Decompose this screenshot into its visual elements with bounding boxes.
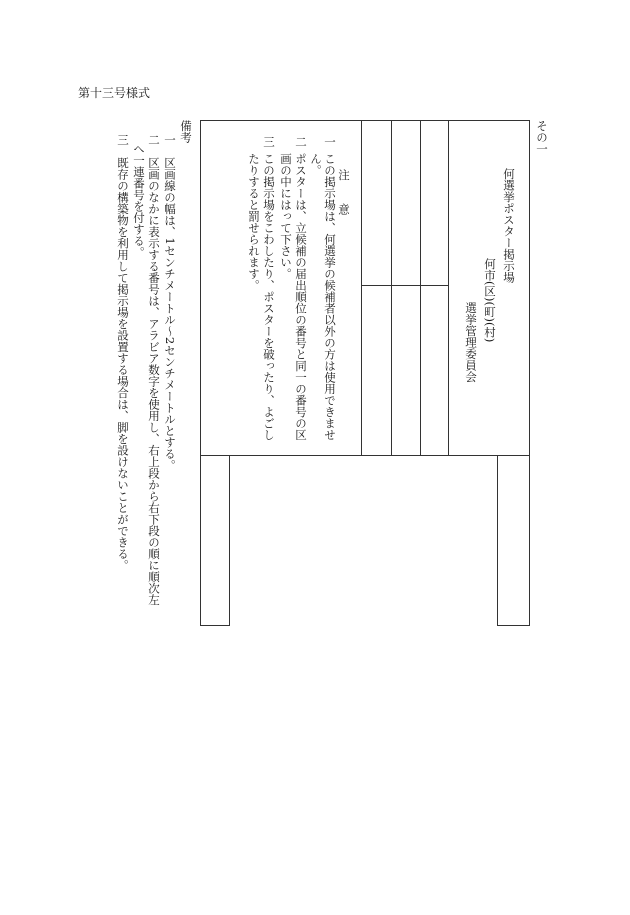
section-divider (448, 120, 449, 455)
notice-number: 二 (294, 136, 308, 148)
section-divider (361, 120, 362, 455)
variant-label: その一 (535, 120, 549, 155)
right-leg-bottom (497, 625, 530, 626)
board-municipality: 何市(区)(町)(村) (483, 258, 497, 343)
notice-line: たりすると罰せられます。 (247, 153, 261, 291)
notice-line: この掲示場をこわしたり、ポスターを破ったり、よごし (262, 153, 276, 441)
notice-number: 三 (262, 136, 276, 148)
right-leg-inner (497, 455, 498, 625)
remarks-number: 三 (116, 134, 130, 146)
board-committee: 選挙管理委員会 (464, 302, 478, 383)
form-title: 第十三号様式 (78, 86, 151, 100)
board-title: 何選挙ポスター掲示場 (502, 168, 516, 283)
board-right-border (529, 120, 530, 625)
remarks-line: 区画線の幅は、1センチメートル～2センチメートルとする。 (163, 157, 177, 471)
notice-heading: 注 意 (337, 169, 351, 215)
left-leg-bottom (200, 625, 230, 626)
notice-line: ん。 (309, 153, 323, 176)
left-leg-inner (229, 455, 230, 625)
notice-line: この掲示場は、何選挙の候補者以外の方は使用できませ (323, 153, 337, 441)
section-divider (420, 120, 421, 455)
board-left-border (200, 120, 201, 625)
remarks-line: へ一連番号を付する。 (132, 143, 146, 258)
notice-number: 一 (323, 136, 337, 148)
remarks-heading: 備考 (179, 120, 193, 143)
remarks-line: 既存の構築物を利用して掲示場を設置する場合は、脚を設けないことができる。 (116, 157, 130, 571)
notice-line: ポスターは、立候補の届出順位の番号と同一の番号の区 (294, 153, 308, 441)
notice-line: 画の中にはって下さい。 (279, 153, 293, 280)
remarks-line: 区画のなかに表示する番号は、アラビア数字を使用し、右上段から右下段の順に順次左 (147, 157, 161, 606)
remarks-number: 二 (147, 134, 161, 146)
remarks-number: 一 (163, 134, 177, 146)
board-top-border (200, 120, 530, 121)
section-divider (391, 120, 392, 455)
poster-grid-middle (361, 285, 449, 286)
board-bottom-border (200, 455, 530, 456)
